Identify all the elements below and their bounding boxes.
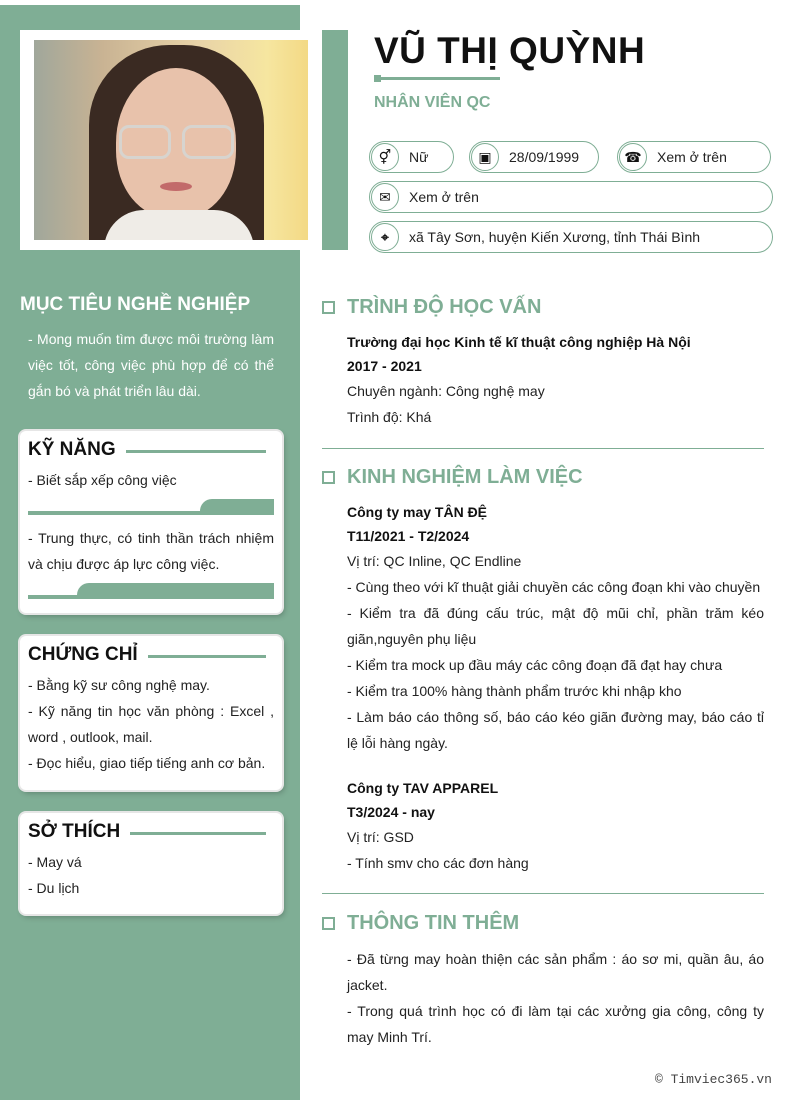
gender-pill [369,141,454,173]
birthday-value: 28/09/1999 [509,149,580,165]
certificates-title-line [148,655,266,658]
job-company: Công ty TAV APPAREL [347,780,499,796]
objective-title: MỤC TIÊU NGHỀ NGHIỆP [20,294,251,315]
gender-value: Nữ [409,149,429,165]
experience-title: KINH NGHIỆM LÀM VIỆC [347,466,583,488]
email-icon: ✉ [371,183,399,211]
additional-item: - Trong quá trình học có đi làm tại các xưởng gia công, công ty may Minh Trí. [347,1003,764,1045]
education-title: TRÌNH ĐỘ HỌC VẤN [347,296,542,318]
job-duty: - Kiểm tra 100% hàng thành phẩm trước khi nhập kho [347,683,682,699]
skills-title: KỸ NĂNG [28,439,116,460]
section-square-icon [322,471,335,484]
job-duty: - Cùng theo với kĩ thuật giải chuyền các công đoạn khi vào chuyền [347,579,761,595]
additional-item: - Đã từng may hoàn thiện các sản phẩm : áo sơ mi, quần âu, áo jacket. [347,951,764,993]
skill-item: - Biết sắp xếp công việc [28,472,177,488]
objective-text: - Mong muốn tìm được môi trường làm việc tốt, công việc phù hợp để có thể gắn bó và phát triển lâu dài. [28,331,274,399]
email-value: Xem ở trên [409,189,479,205]
hobby-item: - Du lịch [28,880,80,896]
certificates-title: CHỨNG CHỈ [28,644,138,665]
education-period: 2017 - 2021 [347,358,422,374]
job-duty: - Làm báo cáo thông số, báo cáo kéo giãn đường may, báo cáo tỉ lệ lỗi hàng ngày. [347,709,764,751]
section-square-icon [322,917,335,930]
phone-value: Xem ở trên [657,149,727,165]
additional-title: THÔNG TIN THÊM [347,912,520,934]
footer-watermark: © Timviec365.vn [654,1072,772,1087]
phone-pill [617,141,771,173]
profile-photo-frame [20,30,322,250]
job-position: Vị trí: QC Inline, QC Endline [347,553,522,569]
skill-level-bar [28,499,274,515]
birthday-pill [469,141,599,173]
job-period: T3/2024 - nay [347,804,435,820]
skill-item: - Trung thực, có tinh thần trách nhiệm và chịu được áp lực công việc. [28,530,274,572]
education-header [322,296,541,319]
hobbies-title: SỞ THÍCH [28,821,121,842]
skills-card [20,431,282,613]
job-period: T11/2021 - T2/2024 [347,528,470,544]
job-duty: - Tính smv cho các đơn hàng [347,855,529,871]
certificate-item: - Kỹ năng tin học văn phòng : Excel , word , outlook, mail. [28,703,274,745]
certificates-card [20,636,282,790]
profile-photo [34,40,308,240]
address-value: xã Tây Sơn, huyện Kiến Xương, tỉnh Thái Bình [409,229,701,245]
section-square-icon [322,301,335,314]
job-company: Công ty may TÂN ĐỆ [347,504,488,520]
location-pin-icon: ⌖ [371,223,399,251]
section-divider [322,448,764,449]
candidate-name: VŨ THỊ QUỲNH [374,30,646,71]
job-duty: - Kiểm tra mock up đầu máy các công đoạn đã đạt hay chưa [347,657,723,673]
job-duty: - Kiểm tra đã đúng cấu trúc, mật độ mũi chỉ, phần trăm kéo giãn,nguyên phụ liệu [347,605,764,647]
experience-header [322,466,583,489]
gender-icon: ⚥ [371,143,399,171]
phone-icon: ☎ [619,143,647,171]
education-school: Trường đại học Kinh tế kĩ thuật công nghiệp Hà Nội [347,334,691,350]
skills-title-line [126,450,266,453]
photo-accent-bar [322,30,348,250]
certificate-item: - Bằng kỹ sư công nghệ may. [28,677,210,693]
section-divider [322,893,764,894]
name-underline [374,77,500,80]
hobby-item: - May vá [28,854,82,870]
hobbies-card [20,813,282,914]
email-pill [369,181,773,213]
skill-level-bar [28,583,274,599]
job-title: NHÂN VIÊN QC [374,94,491,111]
additional-header [322,912,519,935]
hobbies-title-line [130,832,266,835]
certificate-item: - Đọc hiểu, giao tiếp tiếng anh cơ bản. [28,755,266,771]
job-position: Vị trí: GSD [347,829,414,845]
calendar-icon: ▣ [471,143,499,171]
education-grade: Trình độ: Khá [347,409,432,425]
address-pill [369,221,773,253]
education-major: Chuyên ngành: Công nghệ may [347,383,545,399]
